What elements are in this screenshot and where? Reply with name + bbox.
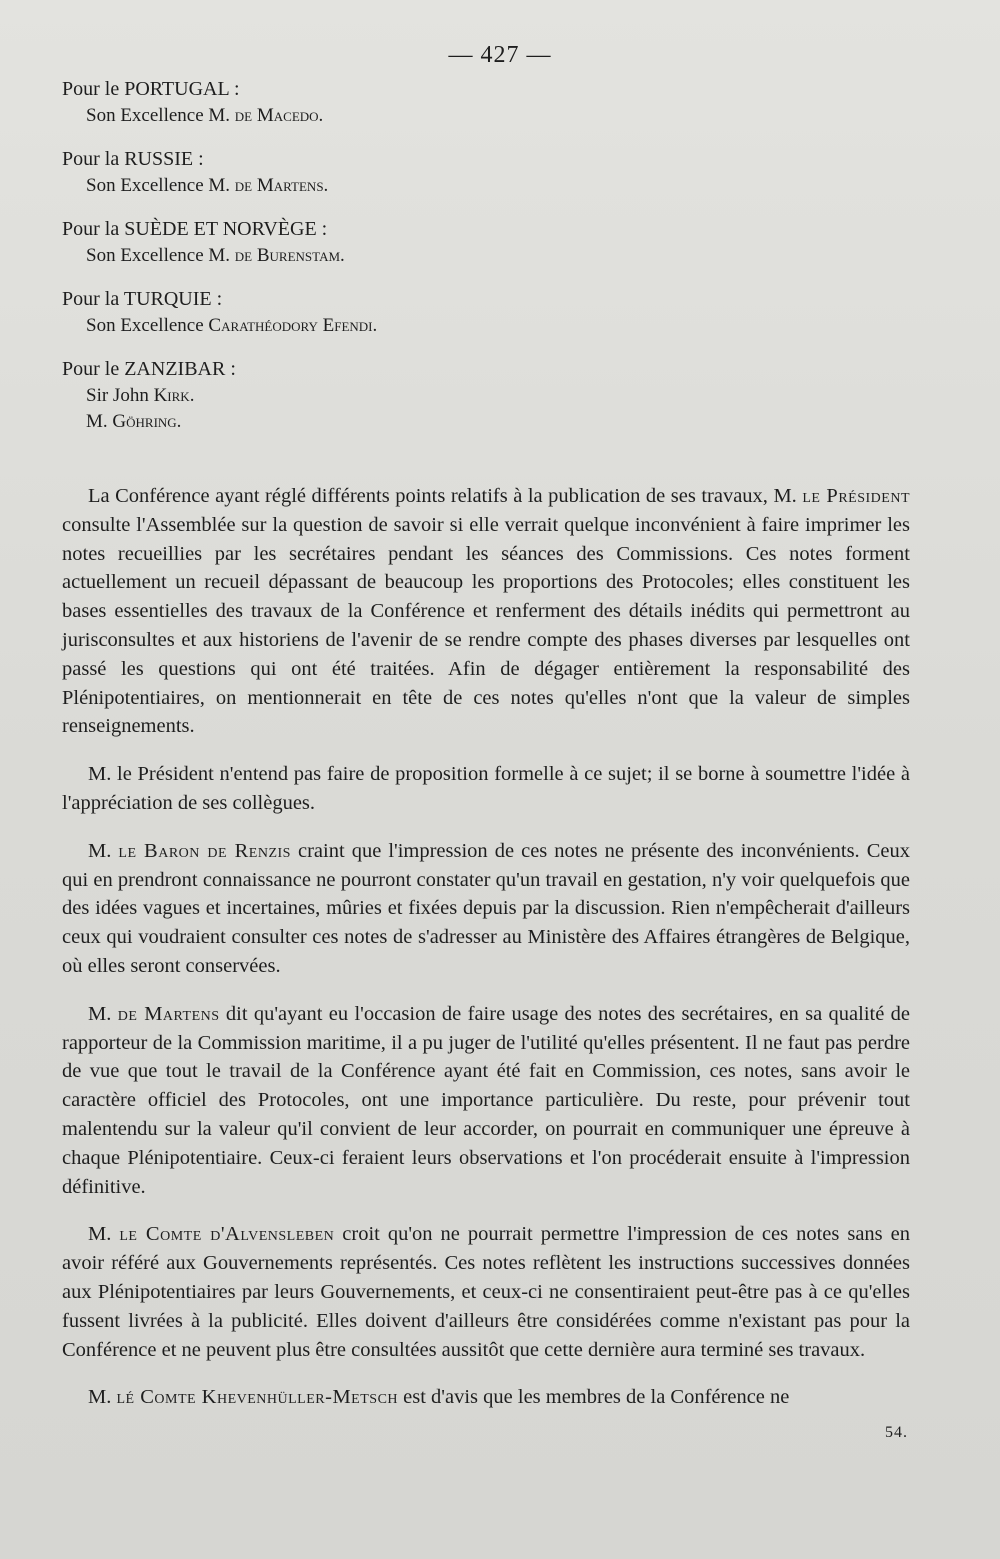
delegate-prefix: Son Excellence M.	[86, 105, 235, 126]
speaker-name: le Baron de Renzis	[118, 839, 291, 862]
paragraph-text: consulte l'Assemblée sur la question de savoir si elle verrait quelque inconvénient à faire imprimer les notes recueillies par les secrétaires pendant les séances des Commissions. Ces notes forment actuellement un recueil dépassant de beaucoup les proportions des Protocoles; elles constituent les bases essentielles des travaux de la Conférence et renferment des détails inédits qui permettront au jurisconsultes et aux historiens de l'avenir de se rendre compte des phases diverses par lesquelles ont passé les questions qui ont été traitées. Afin de dégager entièrement la responsabilité des Plénipotentiaires, on mentionnerait en tête de ces notes qu'elles n'ont que la valeur de simples renseignements.	[62, 513, 910, 738]
delegate-name: de Burenstam.	[234, 245, 345, 266]
paragraph-lead: M.	[88, 839, 119, 862]
delegate-prefix: M.	[86, 411, 113, 432]
delegate-prefix: Son Excellence	[86, 315, 209, 336]
country-heading: Pour la SUÈDE ET NORVÈGE :	[62, 218, 328, 240]
delegate-line	[86, 409, 922, 435]
delegate-name: Kirk.	[153, 385, 195, 406]
delegate-line	[86, 173, 922, 199]
delegate-line	[86, 243, 922, 269]
paragraph-text: M. le Président n'entend pas faire de proposition formelle à ce sujet; il se borne à soumettre l'idée à l'appréciation de ses collègues.	[62, 763, 910, 814]
paragraph-text: croit qu'on ne pourrait permettre l'impression de ces notes sans en avoir référé aux Gouvernements représentés. Ces notes reflètent les instructions successives données aux Plénipotentiaires par leurs Gouvernements, et ceux-ci ne consentiraient peut-être pas à ce qu'elles fussent livrées à la publicité. Elles doivent d'ailleurs être considérées comme n'existant pas pour la Conférence et ne peuvent plus être consultées aussitôt que cette dernière aura terminé ses travaux.	[62, 1223, 910, 1361]
country-heading: Pour la RUSSIE :	[62, 148, 204, 170]
delegate-line	[86, 313, 922, 339]
delegate-name: Carathéodory Efendi.	[208, 315, 378, 336]
delegate-prefix: Son Excellence M.	[86, 245, 235, 266]
paragraph	[62, 760, 910, 818]
speaker-name: lé Comte Khevenhüller-Metsch	[116, 1386, 399, 1409]
country-heading: Pour le PORTUGAL :	[62, 78, 240, 100]
minutes-body	[62, 482, 910, 1431]
country-heading: Pour le ZANZIBAR :	[62, 358, 236, 380]
signature-mark: 54.	[885, 1424, 908, 1441]
paragraph	[62, 1000, 910, 1202]
delegate-name: de Macedo.	[234, 105, 324, 126]
delegation-suede-norvege	[62, 216, 922, 269]
country-heading: Pour la TURQUIE :	[62, 288, 223, 310]
delegate-name: Göhring.	[112, 411, 182, 432]
paragraph	[62, 482, 910, 741]
paragraph-text: est d'avis que les membres de la Conférence ne	[398, 1386, 790, 1409]
paragraph	[62, 837, 910, 981]
delegate-line	[86, 103, 922, 129]
delegate-prefix: Son Excellence M.	[86, 175, 235, 196]
delegate-name: de Martens.	[234, 175, 329, 196]
delegation-russie	[62, 146, 922, 199]
paragraph	[62, 1383, 910, 1412]
paragraph-lead: M.	[88, 1002, 118, 1025]
delegate-prefix: Sir John	[86, 385, 154, 406]
delegation-list	[62, 76, 922, 452]
paragraph-lead: M.	[88, 1223, 120, 1246]
page-number: — 427 —	[448, 42, 552, 68]
paragraph-text: dit qu'ayant eu l'occasion de faire usage des notes des secrétaires, en sa qualité de rapporteur de la Commission maritime, il a pu juger de l'utilité qu'elles présentent. Il ne faut pas perdre de vue que tout le travail de la Conférence ayant été fait en Commission, ces notes, sans avoir le caractère officiel des Protocoles, ont une importance particulière. Du reste, pour prévenir tout malentendu sur la valeur qu'il convient de leur accorder, on pourrait en communiquer une épreuve à chaque Plénipotentiaire. Ceux-ci feraient leurs observations et l'on procéderait ensuite à l'impression définitive.	[62, 1002, 910, 1198]
delegation-turquie	[62, 286, 922, 339]
paragraph-text: craint que l'impression de ces notes ne présente des inconvénients. Ceux qui en prendront connaissance ne pourront constater qu'un travail en gestation, n'y voir quelquefois que des idées vagues et incertaines, mûries et fixées depuis par la discussion. Rien n'empêcherait d'ailleurs ceux qui voudraient consulter ces notes de s'adresser au Ministère des Affaires étrangères de Belgique, où elles seront conservées.	[62, 839, 910, 977]
delegate-line	[86, 383, 922, 409]
speaker-name: de Martens	[117, 1002, 220, 1025]
delegation-portugal	[62, 76, 922, 129]
paragraph-lead: M.	[88, 1386, 117, 1409]
speaker-name: le Président	[802, 485, 910, 507]
speaker-name: le Comte d'Alvensleben	[119, 1223, 335, 1246]
delegation-zanzibar	[62, 356, 922, 435]
paragraph-lead: La Conférence ayant réglé différents points relatifs à la publication de ses travaux, M.	[88, 485, 803, 507]
paragraph	[62, 1220, 910, 1364]
